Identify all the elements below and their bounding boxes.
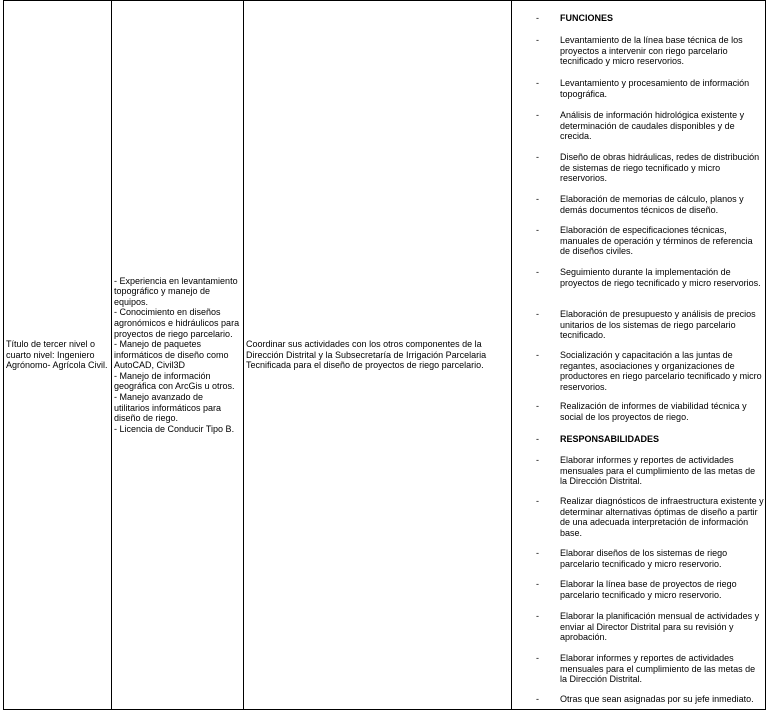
funciones-heading: FUNCIONES <box>560 13 614 23</box>
list-dash: - <box>536 13 539 23</box>
list-dash: - <box>536 653 539 663</box>
responsabilidad-text: Otras que sean asignadas por su jefe inmediato. <box>560 694 754 704</box>
funcion-text: Seguimiento durante la implementación de proyectos de riego tecnificado y micro reservorios. <box>560 267 761 288</box>
funcion-text: Diseño de obras hidráulicas, redes de distribución de sistemas de riego tecnificado y micro reservorios. <box>560 152 760 184</box>
list-dash: - <box>536 401 539 411</box>
funcion-text: Elaboración de especificaciones técnicas, manuales de operación y términos de referencia de diseños civiles. <box>560 225 753 257</box>
list-dash: - <box>536 152 539 162</box>
responsabilidad-text: Elaborar informes y reportes de actividades mensuales para el cumplimiento de las metas de la Dirección Distrital. <box>560 455 756 487</box>
profile-table <box>3 0 766 710</box>
responsabilidad-text: Elaborar la planificación mensual de actividades y enviar al Director Distrital para su revisión y aprobación. <box>560 611 760 643</box>
responsabilidad-text: Realizar diagnósticos de infraestructura existente y determinar alternativas óptimas de diseño a partir de una adecuada interpretación de información base. <box>560 496 764 538</box>
list-dash: - <box>536 694 539 704</box>
coordination-cell <box>244 1 512 710</box>
requirement-item: - Manejo avanzado de utilitarios informáticos para diseño de riego. <box>114 392 222 424</box>
requirement-item: - Conocimiento en diseños agronómicos e hidráulicos para proyectos de riego parcelario. <box>114 307 240 339</box>
requirement-item: - Manejo de paquetes informáticos de diseño como AutoCAD, Civil3D <box>114 339 229 371</box>
duties-cell <box>512 1 766 710</box>
education-text: Título de tercer nivel o cuarto nivel: Ingeniero Agrónomo- Agrícola Civil. <box>6 339 108 371</box>
requirement-item: - Experiencia en levantamiento topográfico y manejo de equipos. <box>114 275 238 307</box>
list-dash: - <box>536 548 539 558</box>
responsabilidad-text: Elaborar informes y reportes de actividades mensuales para el cumplimiento de las metas de la Dirección Distrital. <box>560 653 756 685</box>
list-dash: - <box>536 78 539 88</box>
list-dash: - <box>536 35 539 45</box>
list-dash: - <box>536 350 539 360</box>
responsabilidad-text: Elaborar diseños de los sistemas de riego parcelario tecnificado y micro reservorio. <box>560 548 728 569</box>
funcion-text: Levantamiento de la línea base técnica de los proyectos a intervenir con riego parcelario tecnificado y micro reservorios. <box>560 35 743 67</box>
requirement-item: - Licencia de Conducir Tipo B. <box>114 423 235 434</box>
list-dash: - <box>536 225 539 235</box>
education-cell <box>4 1 112 710</box>
list-dash: - <box>536 434 539 444</box>
list-dash: - <box>536 309 539 319</box>
list-dash: - <box>536 611 539 621</box>
requirements-cell <box>112 1 244 710</box>
requirement-item: - Manejo de información geográfica con ArcGis u otros. <box>114 370 235 392</box>
list-dash: - <box>536 579 539 589</box>
funcion-text: Realización de informes de viabilidad técnica y social de los proyectos de riego. <box>560 401 747 422</box>
funcion-text: Elaboración de presupuesto y análisis de precios unitarios de los sistemas de riego parcelario tecnificado. <box>560 309 756 341</box>
list-dash: - <box>536 496 539 506</box>
duties-list <box>512 1 766 709</box>
responsabilidades-heading: RESPONSABILIDADES <box>560 434 660 444</box>
list-dash: - <box>536 455 539 465</box>
funcion-text: Elaboración de memorias de cálculo, planos y demás documentos técnicos de diseño. <box>560 194 744 215</box>
responsabilidad-text: Elaborar la línea base de proyectos de riego parcelario tecnificado y micro reservorio. <box>560 579 737 600</box>
funcion-text: Análisis de información hidrológica existente y determinación de caudales disponibles y de crecida. <box>560 110 745 142</box>
funcion-text: Levantamiento y procesamiento de información topográfica. <box>560 78 750 99</box>
list-dash: - <box>536 194 539 204</box>
funcion-text: Socialización y capacitación a las juntas de regantes, asociaciones y organizaciones de productores en riego parcelario tecnificado y micro reservorios. <box>560 350 762 392</box>
list-dash: - <box>536 267 539 277</box>
list-dash: - <box>536 110 539 120</box>
coordination-text: Coordinar sus actividades con los otros componentes de la Dirección Distrital y la Subsecretaría de Irrigación Parcelaria Tecnificada para el diseño de proyectos de riego parcelario. <box>246 339 487 371</box>
